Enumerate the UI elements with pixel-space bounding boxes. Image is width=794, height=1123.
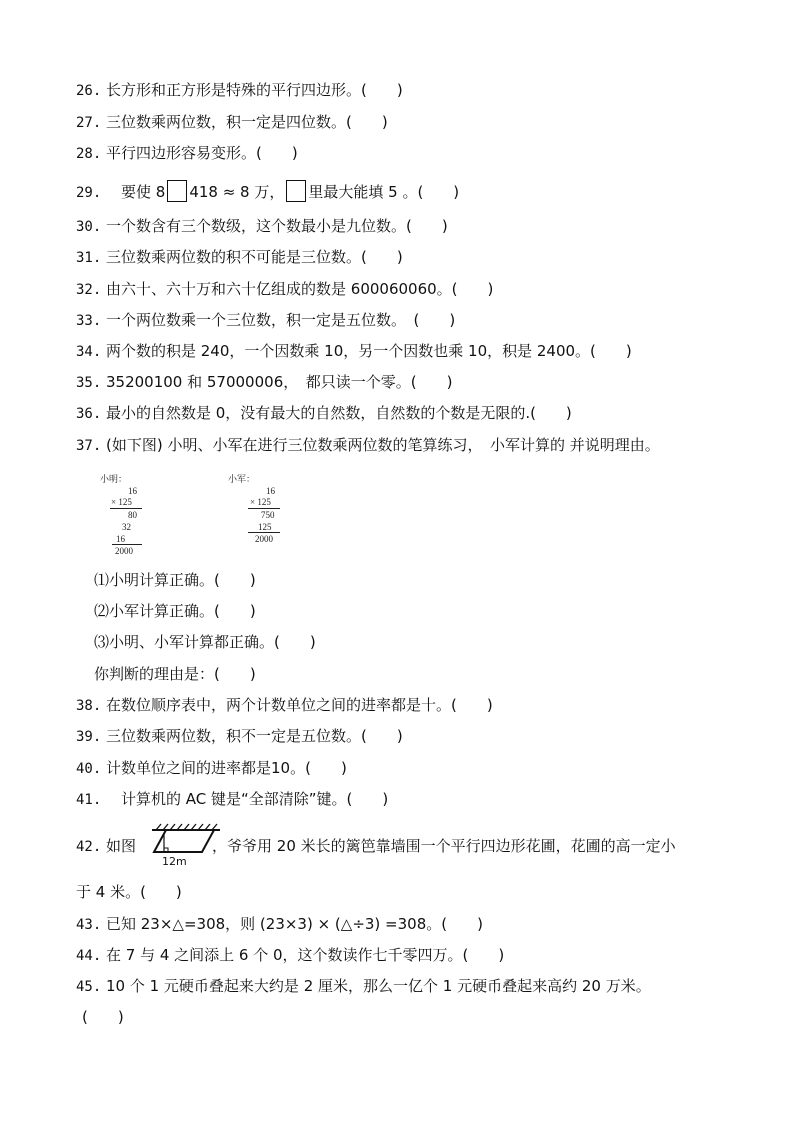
- question-27: [76, 112, 388, 133]
- work-row: × 125: [250, 497, 271, 507]
- question-text: 在数位顺序表中，两个计数单位之间的进率都是十。( ): [106, 696, 493, 714]
- question-number: 44.: [76, 948, 102, 964]
- question-number: 29.: [76, 185, 102, 201]
- work-row: 125: [258, 522, 272, 532]
- question-text-pre: 要使 8: [106, 183, 166, 201]
- option-3: ⑶小明、小军计算都正确。( ): [94, 633, 316, 651]
- question-39: [76, 726, 403, 747]
- question-45: [76, 976, 651, 997]
- divider-line: [112, 544, 142, 545]
- question-text: (如下图) 小明、小军在进行三位数乘两位数的笔算练习， 小军计算的 并说明理由。: [106, 436, 660, 454]
- question-31: [76, 247, 403, 268]
- question-number: 39.: [76, 729, 102, 745]
- option-2: ⑵小军计算正确。( ): [94, 602, 256, 620]
- question-number: 36.: [76, 406, 102, 422]
- work-row: × 125: [111, 497, 132, 507]
- figure-label: 12m: [162, 855, 187, 868]
- question-44: [76, 945, 504, 966]
- question-40: [76, 758, 347, 779]
- question-26: [76, 80, 403, 101]
- question-number: 32.: [76, 282, 102, 298]
- question-text: 由六十、六十万和六十亿组成的数是 600060060。( ): [106, 280, 494, 298]
- work-row: 16: [266, 486, 275, 496]
- question-text: 最小的自然数是 0，没有最大的自然数，自然数的个数是无限的.( ): [106, 404, 572, 422]
- work-row: 32: [122, 522, 131, 532]
- work-row: 2000: [115, 546, 133, 556]
- parallelogram-fence: [154, 830, 214, 852]
- question-text: 一个数含有三个数级，这个数最小是九位数。( ): [106, 217, 448, 235]
- question-number: 45.: [76, 979, 102, 995]
- question-text: 三位数乘两位数，积不一定是五位数。( ): [106, 727, 403, 745]
- divider-line: [110, 508, 142, 509]
- work-row: 2000: [255, 534, 273, 544]
- question-text: 计数单位之间的进率都是10。( ): [106, 759, 347, 777]
- question-number: 42.: [76, 839, 102, 855]
- question-number: 37.: [76, 438, 102, 454]
- question-29: [76, 180, 459, 203]
- question-number: 33.: [76, 313, 102, 329]
- xiaoming-calculation: [98, 470, 158, 560]
- question-number: 26.: [76, 83, 102, 99]
- question-number: 43.: [76, 917, 102, 933]
- question-34: [76, 341, 632, 362]
- question-text: 三位数乘两位数，积一定是四位数。( ): [106, 113, 388, 131]
- question-text: 平行四边形容易变形。( ): [106, 144, 298, 162]
- question-32: [76, 279, 493, 300]
- question-number: 40.: [76, 761, 102, 777]
- question-number: 31.: [76, 250, 102, 266]
- question-text: 计算机的 AC 键是“全部清除”键。( ): [106, 790, 389, 808]
- question-42-continued: 于 4 米。( ): [76, 883, 182, 901]
- question-text: 10 个 1 元硬币叠起来大约是 2 厘米，那么一亿个 1 元硬币叠起来高约 20 万米。: [106, 977, 651, 995]
- question-text: 长方形和正方形是特殊的平行四边形。( ): [106, 81, 403, 99]
- reason-line: 你判断的理由是：( ): [94, 665, 256, 683]
- work-row: 80: [128, 510, 137, 520]
- question-number: 27.: [76, 115, 102, 131]
- question-41: [76, 789, 388, 810]
- question-33: [76, 310, 455, 331]
- question-number: 30.: [76, 219, 102, 235]
- question-28: [76, 143, 298, 164]
- work-row: 16: [116, 534, 125, 544]
- divider-line: [248, 532, 280, 533]
- work-row: 16: [128, 486, 137, 496]
- question-35: [76, 372, 452, 393]
- question-text: 两个数的积是 240，一个因数乘 10，另一个因数也乘 10，积是 2400。( ): [106, 342, 632, 360]
- question-30: [76, 216, 448, 237]
- blank-box: [167, 180, 187, 202]
- question-number: 38.: [76, 698, 102, 714]
- question-text-pre: 如图: [106, 837, 137, 855]
- question-37: [76, 435, 660, 456]
- question-43: [76, 914, 483, 935]
- question-text-post: 里最大能填 5 。( ): [308, 183, 460, 201]
- question-number: 28.: [76, 146, 102, 162]
- question-number: 35.: [76, 375, 102, 391]
- question-45-continued: ( ): [82, 1008, 124, 1026]
- question-number: 41.: [76, 792, 102, 808]
- question-text: ，爷爷用 20 米长的篱笆靠墙围一个平行四边形花圃，花圃的高一定小: [212, 837, 676, 855]
- blank-box: [286, 180, 306, 202]
- question-38: [76, 695, 493, 716]
- parallelogram-garden-figure: [148, 822, 224, 868]
- question-text: 在 7 与 4 之间添上 6 个 0，这个数读作七千零四万。( ): [106, 946, 505, 964]
- question-text: 三位数乘两位数的积不可能是三位数。( ): [106, 248, 403, 266]
- question-number: 34.: [76, 344, 102, 360]
- xiaojun-calculation: [228, 470, 288, 550]
- work-label: 小军：: [228, 474, 256, 484]
- divider-line: [248, 508, 280, 509]
- option-1: ⑴小明计算正确。( ): [94, 571, 256, 589]
- work-label: 小明：: [100, 474, 128, 484]
- question-text-mid: 418 ≈ 8 万，: [189, 183, 285, 201]
- question-text: 35200100 和 57000006， 都只读一个零。( ): [106, 373, 453, 391]
- work-row: 750: [261, 510, 275, 520]
- question-text: 一个两位数乘一个三位数，积一定是五位数。 ( ): [106, 311, 456, 329]
- question-text: 已知 23×△=308，则 (23×3) × (△÷3) =308。( ): [106, 915, 483, 933]
- question-36: [76, 403, 572, 424]
